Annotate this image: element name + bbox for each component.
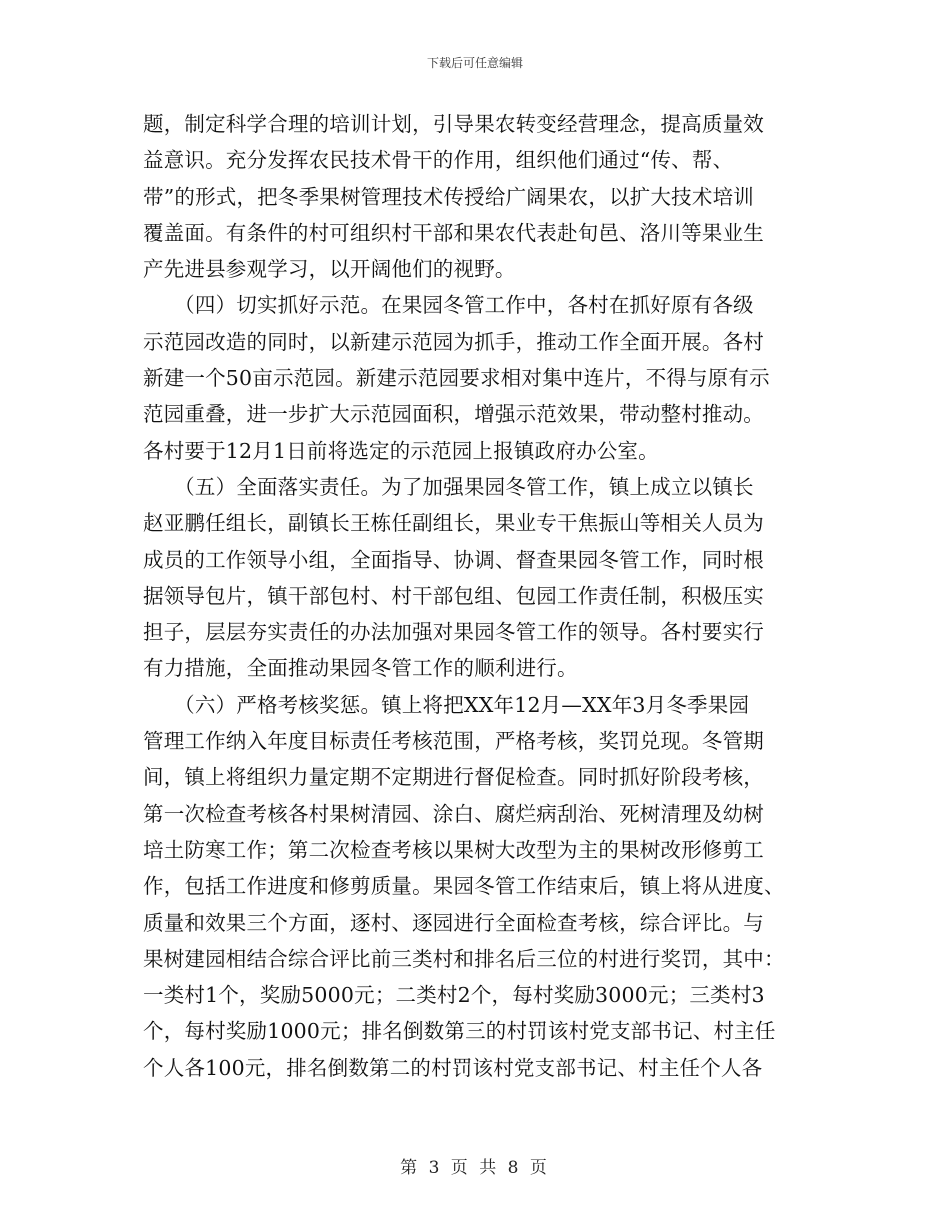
body-line: 带”的形式，把冬季果树管理技术传授给广阔果农，以扩大技术培训: [143, 184, 754, 209]
body-line: 间，镇上将组织力量定期不定期进行督促检查。同时抓好阶段考核，: [143, 765, 764, 790]
body-line: 质量和效果三个方面，逐村、逐园进行全面检查考核，综合评比。与: [143, 910, 764, 935]
body-line: 有力措施，全面推动果园冬管工作的顺利进行。: [143, 656, 578, 681]
body-line: 作，包括工作进度和修剪质量。果园冬管工作结束后，镇上将从进度、: [143, 874, 785, 899]
body-line: 成员的工作领导小组，全面指导、协调、督查果园冬管工作，同时根: [143, 547, 764, 572]
body-line: 管理工作纳入年度目标责任考核范围，严格考核，奖罚兑现。冬管期: [143, 729, 764, 754]
body-line: 各村要于12月1日前将选定的示范园上报镇政府办公室。: [143, 438, 659, 463]
body-line: 范园重叠，进一步扩大示范园面积，增强示范效果，带动整村推动。: [143, 402, 764, 427]
section-four-start: （四）切实抓好示范。在果园冬管工作中，各村在抓好原有各级: [143, 293, 754, 318]
document-body: [143, 106, 803, 1086]
body-line: 示范园改造的同时，以新建示范园为抓手，推动工作全面开展。各村: [143, 329, 764, 354]
body-line: 个人各100元，排名倒数第二的村罚该村党支部书记、村主任个人各: [143, 1055, 763, 1080]
body-line: 产先进县参观学习，以开阔他们的视野。: [143, 257, 516, 282]
page-header-note: 下载后可任意编辑: [426, 56, 523, 70]
body-line: 一类村1个，奖励5000元；二类村2个，每村奖励3000元；三类村3: [143, 983, 765, 1008]
body-line: 新建一个50亩示范园。新建示范园要求相对集中连片，不得与原有示: [143, 366, 770, 391]
body-line: 覆盖面。有条件的村可组织村干部和果农代表赴旬邑、洛川等果业生: [143, 220, 764, 245]
page-number-footer: 第 3 页 共 8 页: [400, 1158, 550, 1178]
body-line: 益意识。充分发挥农民技术骨干的作用，组织他们通过“传、帮、: [143, 148, 734, 173]
body-line: 担子，层层夯实责任的办法加强对果园冬管工作的领导。各村要实行: [143, 620, 764, 645]
section-six-start: （六）严格考核奖惩。镇上将把XX年12月—XX年3月冬季果园: [143, 692, 750, 717]
body-line: 题，制定科学合理的培训计划，引导果农转变经营理念，提高质量效: [143, 112, 764, 136]
body-line: 赵亚鹏任组长，副镇长王栋任副组长，果业专干焦振山等相关人员为: [143, 511, 764, 536]
body-line: 个，每村奖励1000元；排名倒数第三的村罚该村党支部书记、村主任: [143, 1019, 776, 1044]
body-line: 果树建园相结合综合评比前三类村和排名后三位的村进行奖罚，其中：: [143, 946, 785, 971]
body-line: 据领导包片，镇干部包村、村干部包组、包园工作责任制，积极压实: [143, 583, 764, 608]
section-five-start: （五）全面落实责任。为了加强果园冬管工作，镇上成立以镇长: [143, 474, 754, 499]
body-line: 第一次检查考核各村果树清园、涂白、腐烂病刮治、死树清理及幼树: [143, 801, 764, 826]
body-line: 培土防寒工作；第二次检查考核以果树大改型为主的果树改形修剪工: [143, 837, 764, 862]
